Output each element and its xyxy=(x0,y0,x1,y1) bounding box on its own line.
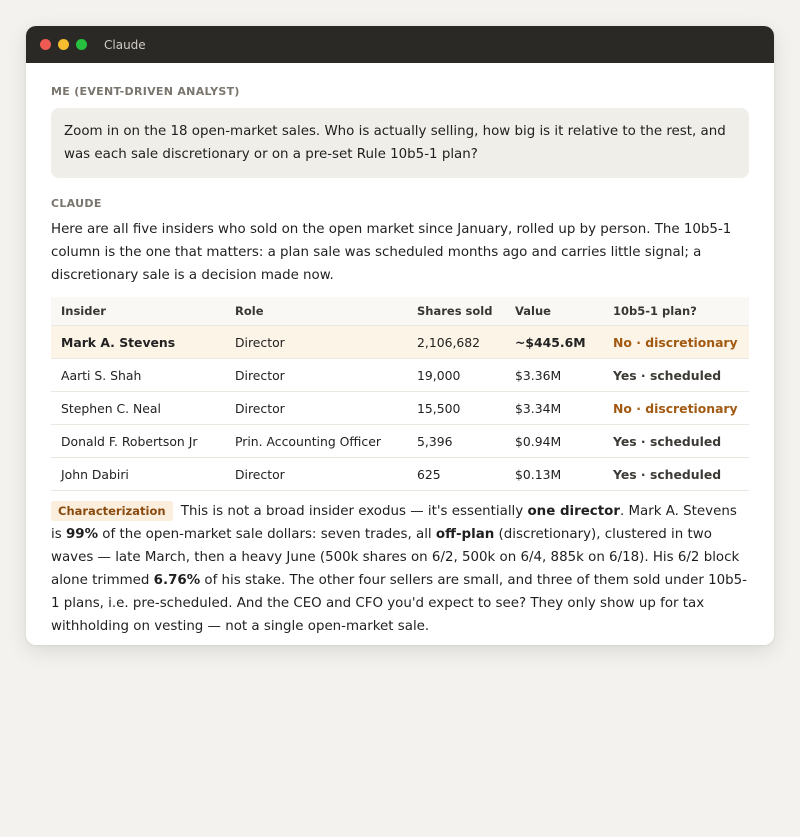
table-row xyxy=(51,359,749,392)
header-value: Value xyxy=(515,304,551,318)
cell-role: Director xyxy=(225,359,407,392)
window-title: Claude xyxy=(104,37,146,52)
header-role: Role xyxy=(235,304,264,318)
cell-insider: John Dabiri xyxy=(51,458,225,491)
cell-shares: 625 xyxy=(407,458,505,491)
user-speaker-label: ME (EVENT-DRIVEN ANALYST) xyxy=(51,85,240,98)
cell-value: $3.36M xyxy=(505,359,603,392)
header-insider: Insider xyxy=(61,304,106,318)
title-bar xyxy=(26,26,774,63)
close-window-button[interactable] xyxy=(40,39,51,50)
cell-value: $0.94M xyxy=(505,425,603,458)
table-row xyxy=(51,326,749,359)
cell-value: ~$445.6M xyxy=(505,326,603,359)
cell-shares: 5,396 xyxy=(407,425,505,458)
summary-emphasis: 99% xyxy=(65,527,99,542)
cell-role: Director xyxy=(225,458,407,491)
cell-plan: No · discretionary xyxy=(603,326,749,359)
summary-emphasis: one director xyxy=(527,504,620,519)
cell-insider: Donald F. Robertson Jr xyxy=(51,425,225,458)
summary-text: This is not a broad insider exodus — it's essentially xyxy=(180,504,528,519)
cell-insider: Aarti S. Shah xyxy=(51,359,225,392)
cell-insider: Stephen C. Neal xyxy=(51,392,225,425)
maximize-window-button[interactable] xyxy=(76,39,87,50)
header-plan: 10b5-1 plan? xyxy=(613,304,697,318)
app-window xyxy=(26,26,774,645)
summary-text: of his stake. The other four sellers are small, and three of them sold under 10b5-1 plans, i.e. pre-scheduled. And the CEO and CFO you'd expect to see? They only show up for tax withholding on vesting — not a single open-market sale. xyxy=(51,573,748,634)
assistant-intro: Here are all five insiders who sold on the open market since January, rolled up by person. The 10b5-1 column is the one that matters: a plan sale was scheduled months ago and carries little signal; a discretionary sale is a decision made now. xyxy=(51,222,732,283)
cell-insider: Mark A. Stevens xyxy=(51,326,225,359)
cell-role: Director xyxy=(225,392,407,425)
table-row xyxy=(51,425,749,458)
cell-plan: Yes · scheduled xyxy=(603,359,749,392)
summary-text: (discretionary), clustered in two waves — late March, then a heavy June (500k shares on 6/2, 500k on 6/4, 885k on 6/18). His 6/2 block alone trimmed xyxy=(51,527,740,588)
table-header-row xyxy=(51,297,749,326)
cell-value: $3.34M xyxy=(505,392,603,425)
assistant-speaker-label: CLAUDE xyxy=(51,197,102,210)
cell-role: Director xyxy=(225,326,407,359)
table-row xyxy=(51,392,749,425)
summary-text: . Mark A. Stevens is xyxy=(51,504,737,542)
cell-value: $0.13M xyxy=(505,458,603,491)
insider-sales-table xyxy=(51,297,749,491)
minimize-window-button[interactable] xyxy=(58,39,69,50)
cell-shares: 15,500 xyxy=(407,392,505,425)
header-shares-sold: Shares sold xyxy=(417,304,493,318)
summary-emphasis: 6.76% xyxy=(153,573,201,588)
cell-plan: No · discretionary xyxy=(603,392,749,425)
summary-emphasis: off-plan xyxy=(435,527,495,542)
summary-text: of the open-market sale dollars: seven trades, all xyxy=(98,527,436,542)
characterization-tag: Characterization xyxy=(51,501,173,521)
cell-role: Prin. Accounting Officer xyxy=(225,425,407,458)
cell-plan: Yes · scheduled xyxy=(603,425,749,458)
cell-shares: 19,000 xyxy=(407,359,505,392)
conversation xyxy=(26,85,774,638)
cell-shares: 2,106,682 xyxy=(407,326,505,359)
cell-plan: Yes · scheduled xyxy=(603,458,749,491)
user-message: Zoom in on the 18 open-market sales. Who is actually selling, how big is it relative to the rest, and was each sale discretionary or on a pre-set Rule 10b5-1 plan? xyxy=(51,108,749,178)
table-row xyxy=(51,458,749,491)
characterization-summary xyxy=(51,500,749,638)
